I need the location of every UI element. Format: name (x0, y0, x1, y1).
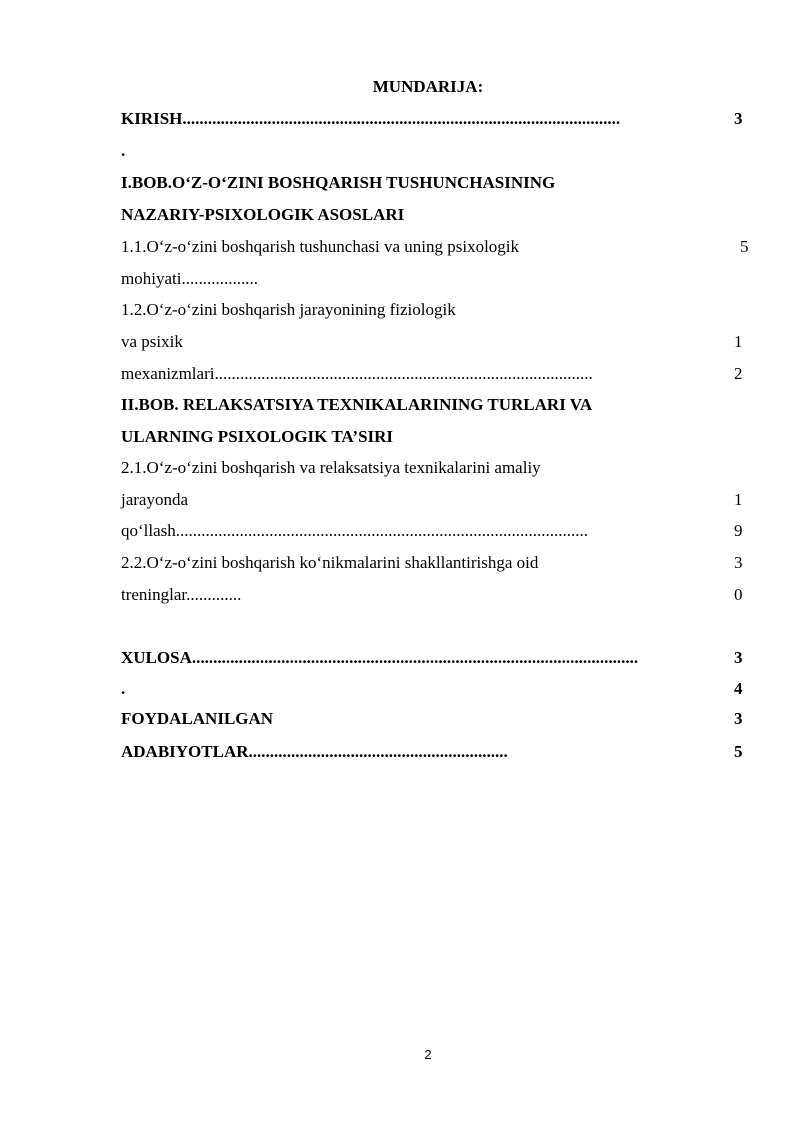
toc-entry-page: 1 (734, 490, 743, 509)
toc-entry-page: 5 (740, 237, 749, 256)
toc-entry-page: 0 (734, 585, 743, 604)
toc-entry-text: mohiyati.................. (121, 269, 258, 288)
toc-entry-text: NAZARIY-PSIXOLOGIK ASOSLARI (121, 205, 405, 224)
toc-entry-text: FOYDALANILGAN (121, 709, 274, 728)
toc-entry-text: ULARNING PSIXOLOGIK TA’SIRI (121, 427, 394, 446)
toc-title: MUNDARIJA: (372, 77, 484, 96)
toc-entry-text: 1.2.O‘z-o‘zini boshqarish jarayonining fiziologik (121, 300, 456, 319)
toc-entry-page: 1 (734, 332, 743, 351)
page-number: 2 (424, 1047, 432, 1062)
toc-entry-text: 1.1.O‘z-o‘zini boshqarish tushunchasi va uning psixologik (121, 237, 520, 256)
toc-entry-page: 5 (734, 742, 743, 761)
toc-entry-page: 2 (734, 364, 743, 383)
toc-entry-text: 2.1.O‘z-o‘zini boshqarish va relaksatsiya texnikalarini amaliy (121, 458, 541, 477)
toc-entry-text: jarayonda (121, 490, 189, 509)
toc-entry-page: 3 (734, 709, 743, 728)
toc-entry-page: 3 (734, 648, 743, 667)
toc-entry-text: ADABIYOTLAR............................................................. (121, 742, 508, 761)
toc-entry-text: II.BOB. RELAKSATSIYA TEXNIKALARINING TURLARI VA (121, 395, 593, 414)
toc-entry-page: 4 (734, 679, 743, 698)
toc-entry-text: qo‘llash................................................................................................. (121, 521, 589, 540)
toc-entry-text: va psixik (121, 332, 183, 351)
toc-entry-text: XULOSA......................................................................................................... (121, 648, 639, 667)
toc-entry-page: 3 (734, 109, 743, 128)
toc-entry-text: treninglar............. (121, 585, 242, 604)
toc-entry-text: 2.2.O‘z-o‘zini boshqarish ko‘nikmalarini shakllantirishga oid (121, 553, 539, 572)
toc-entry-text: KIRISH....................................................................................................... (121, 109, 621, 128)
toc-entry-text: mexanizmlari......................................................................................... (121, 364, 593, 383)
toc-entry-text: . (121, 141, 126, 160)
toc-entry-page: 9 (734, 521, 743, 540)
toc-entry-text: I.BOB.O‘Z-O‘ZINI BOSHQARISH TUSHUNCHASINING (121, 173, 556, 192)
toc-entry-page: 3 (734, 553, 743, 572)
toc-entry-text: . (121, 679, 126, 698)
